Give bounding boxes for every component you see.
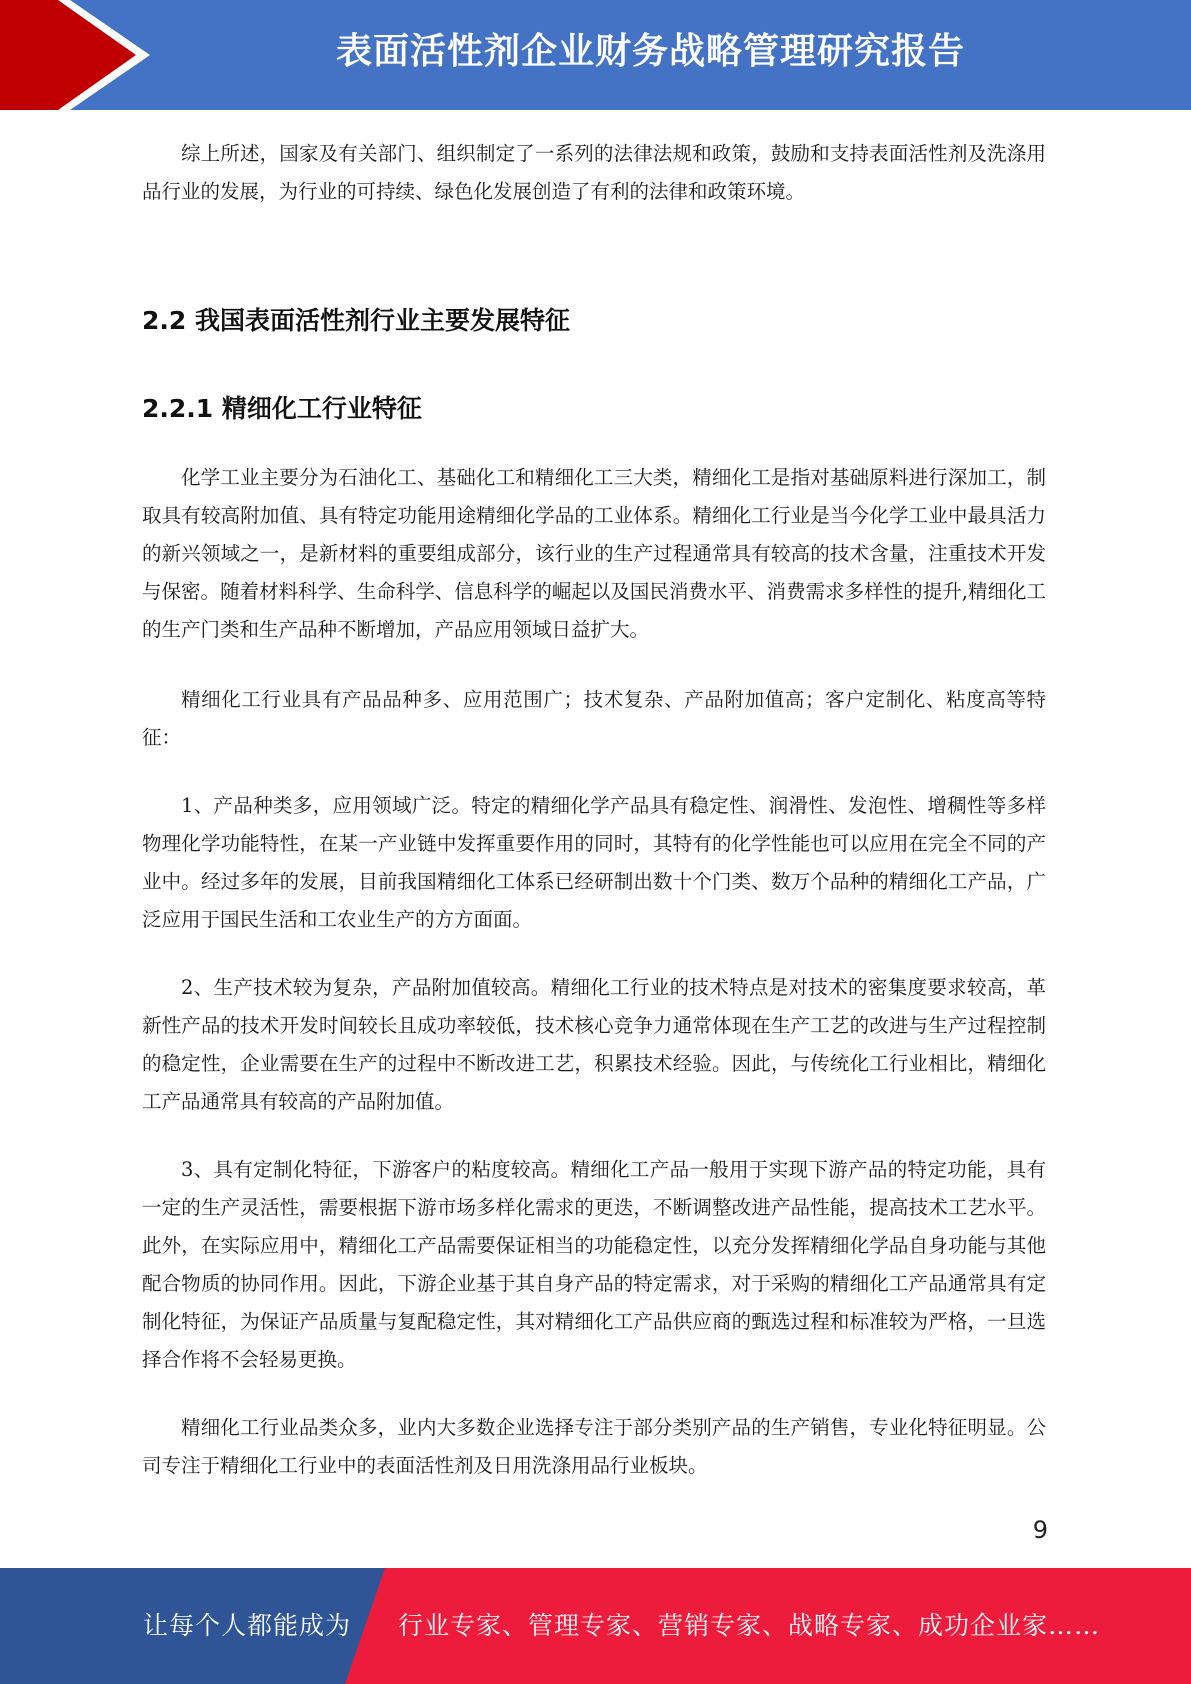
body-paragraph-1: 化学工业主要分为石油化工、基础化工和精细化工三大类，精细化工是指对基础原料进行深加工，制取具有较高附加值、具有特定功能用途精细化学品的工业体系。精细化工行业是当今化学工业中最具活力的新兴领域之一，是新材料的重要组成部分，该行业的生产过程通常具有较高的技术含量，注重技术开发与保密。随着材料科学、生命科学、信息科学的崛起以及国民消费水平、消费需求多样性的提升,精细化工的生产门类和生产品种不断增加，产品应用领域日益扩大。 (142, 466, 1046, 641)
footer-slogan-left: 让每个人都能成为 (143, 1611, 352, 1640)
footer-banner (0, 1568, 1191, 1684)
body-paragraph-3: 1、产品种类多，应用领域广泛。特定的精细化学产品具有稳定性、润滑性、发泡性、增稠性等多样物理化学功能特性，在某一产业链中发挥重要作用的同时，其特有的化学性能也可以应用在完全不同的产业中。经过多年的发展，目前我国精细化工体系已经研制出数十个门类、数万个品种的精细化工产品，广泛应用于国民生活和工农业生产的方方面面。 (142, 794, 1046, 931)
body-paragraph-6: 精细化工行业品类众多，业内大多数企业选择专注于部分类别产品的生产销售，专业化特征明显。公司专注于精细化工行业中的表面活性剂及日用洗涤用品行业板块。 (142, 1416, 1046, 1477)
report-title: 表面活性剂企业财务战略管理研究报告 (335, 31, 965, 72)
subsection-heading: 2.2.1 精细化工行业特征 (142, 394, 422, 423)
header-banner (0, 0, 1191, 110)
body-paragraph-5: 3、具有定制化特征，下游客户的粘度较高。精细化工产品一般用于实现下游产品的特定功能，具有一定的生产灵活性，需要根据下游市场多样化需求的更迭，不断调整改进产品性能，提高技术工艺水平。此外，在实际应用中，精细化工产品需要保证相当的功能稳定性，以充分发挥精细化学品自身功能与其他配合物质的协同作用。因此，下游企业基于其自身产品的特定需求，对于采购的精细化工产品通常具有定制化特征，为保证产品质量与复配稳定性，其对精细化工产品供应商的甄选过程和标准较为严格，一旦选择合作将不会轻易更换。 (142, 1158, 1046, 1371)
page-content (142, 110, 1046, 1485)
red-chevron-icon (0, 0, 160, 110)
page-number: 9 (1032, 1516, 1048, 1544)
section-heading: 2.2 我国表面活性剂行业主要发展特征 (142, 306, 570, 335)
footer-slogan-right: 行业专家、管理专家、营销专家、战略专家、成功企业家…… (398, 1611, 1101, 1640)
body-paragraph-2: 精细化工行业具有产品品种多、应用范围广；技术复杂、产品附加值高；客户定制化、粘度高等特征： (142, 688, 1046, 749)
body-paragraph-4: 2、生产技术较为复杂，产品附加值较高。精细化工行业的技术特点是对技术的密集度要求较高，革新性产品的技术开发时间较长且成功率较低，技术核心竞争力通常体现在生产工艺的改进与生产过程控制的稳定性，企业需要在生产的过程中不断改进工艺，积累技术经验。因此，与传统化工行业相比，精细化工产品通常具有较高的产品附加值。 (142, 976, 1046, 1113)
intro-paragraph: 综上所述，国家及有关部门、组织制定了一系列的法律法规和政策，鼓励和支持表面活性剂及洗涤用品行业的发展，为行业的可持续、绿色化发展创造了有利的法律和政策环境。 (142, 142, 1046, 203)
